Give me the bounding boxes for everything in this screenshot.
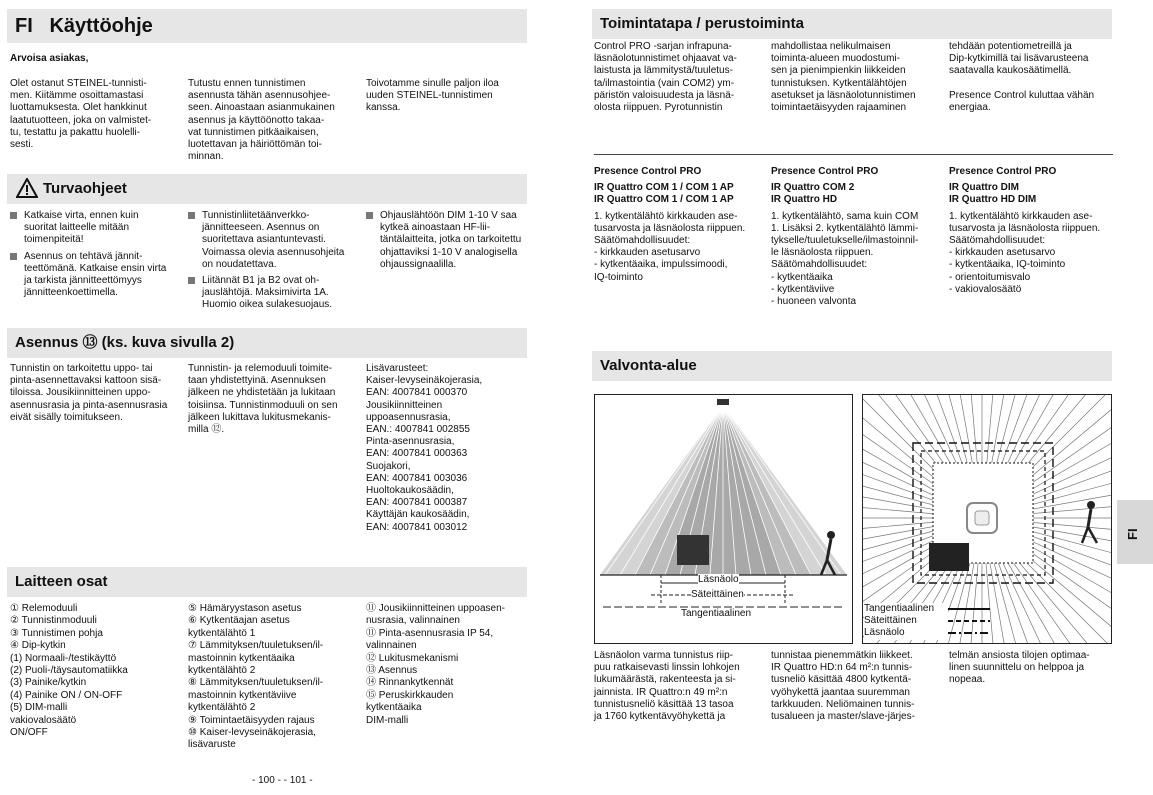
part-item: ⑪ Pinta-asennusrasia IP 54, <box>366 627 494 639</box>
legend-presence: Läsnäolo <box>864 627 905 639</box>
product-2 <box>771 166 943 308</box>
label-tangential: Tangentiaalinen <box>681 608 752 619</box>
part-item: ON/OFF <box>10 727 48 739</box>
part-item: (5) DIM-malli <box>10 702 68 714</box>
install-title: Asennus ⑬ (ks. kuva sivulla 2) <box>15 334 235 351</box>
part-item: kytkentälähtö 2 <box>188 665 256 677</box>
product-brand: Presence Control PRO <box>594 166 702 177</box>
side-tab-label: FI <box>1125 528 1140 540</box>
product-desc: 1. kytkentälähtö kirkkauden ase- tusarvosta ja läsnäolosta riippuen. Säätömahdollisuudet: - kirkkauden asetusarvo - kytkentäaika, impulssimoodi, IQ-toiminto <box>594 210 746 283</box>
safety-item: Katkaise virta, ennen kuin suoritat laitteelle mitään toimenpiteitä! <box>10 210 170 247</box>
safety-list-1 <box>10 210 170 303</box>
intro-col-3: Toivotamme sinulle paljon iloa uuden STEINEL-tunnistimen kanssa. <box>366 78 499 114</box>
page-numbers: - 100 - - 101 - <box>252 775 313 786</box>
part-item: ⑭ Rinnankytkennät <box>366 677 454 689</box>
legend-radial: Säteittäinen <box>864 615 917 627</box>
product-model: IR Quattro COM 2 IR Quattro HD <box>771 182 855 206</box>
legend-tangential: Tangentiaalinen <box>864 603 935 614</box>
warning-icon <box>16 178 38 198</box>
intro-col-2: Tutustu ennen tunnistimen asennusta tähän asennusohjee- seen. Ainoastaan asianmukainen asennus ja käyttöönotto takaa- vat tunnistimen pitkäaikaisen, luotettavan ja häiriöttömän toi- minnan. <box>188 78 335 163</box>
monitor-col-3: telmän ansiosta tilojen optimaa- linen suunnittelu on helppoa ja nopeaa. <box>949 650 1090 686</box>
part-item: ⑧ Lämmityksen/tuuletuksen/il- <box>188 677 324 689</box>
part-item: kytkentäaika <box>366 702 422 714</box>
install-col-2: Tunnistin- ja relemoduuli toimite- taan yhdistettyinä. Asennuksen jälkeen ne yhdistetään ja lukitaan toisiinsa. Tunnistinmoduuli on sen jälkeen lukittava lukitusmekanis- milla ⑫. <box>188 363 338 436</box>
parts-title: Laitteen osat <box>15 573 108 590</box>
parts-section-header <box>7 567 527 597</box>
install-section-header <box>7 328 527 358</box>
product-desc: 1. kytkentälähtö, sama kuin COM 1. Lisäksi 2. kytkentälähtö lämmi- tykselle/tuuletukselle/ilmastoinnil- le läsnäolosta riippuen. Säätömahdollisuudet: - kytkentäaika - kytkentäviive - huoneen valvonta <box>771 210 919 308</box>
language-code: FI <box>15 15 33 37</box>
detection-cone-graphic <box>595 395 852 643</box>
part-item: vakiovalosäätö <box>10 714 77 726</box>
monitor-col-1: Läsnäolon varma tunnistus riip- puu ratkaisevasti linssin lohkojen lukumäärästä, rakenteesta ja si- jainnista. IR Quattro:n 49 m²:n tunnistusneliö käsittää 13 tasoa ja 1760 kytkentävyöhykettä ja <box>594 650 740 723</box>
safety-title: Turvaohjeet <box>43 180 127 197</box>
part-item: DIM-malli <box>366 714 409 726</box>
product-model: IR Quattro COM 1 / COM 1 AP IR Quattro COM 1 / COM 1 AP <box>594 182 734 206</box>
monitor-title: Valvonta-alue <box>600 357 697 374</box>
install-col-3: Lisävarusteet: Kaiser-levyseinäkojerasia, EAN: 4007841 000370 Jousikiinnitteinen uppoasennusrasia, EAN.: 4007841 002855 Pinta-asennusrasia, EAN: 4007841 000363 Suojakori, EAN: 4007841 003036 Huoltokaukosäädin, EAN: 4007841 000387 Käyttäjän kaukosäädin, EAN: 4007841 003012 <box>366 363 483 533</box>
monitor-section-header <box>592 351 1112 381</box>
part-item: ⑦ Lämmityksen/tuuletuksen/il- <box>188 640 324 652</box>
intro-col-1: Olet ostanut STEINEL-tunnisti- men. Kiitämme osoittamastasi luottamuksesta. Olet hankkinut laatutuotteen, joka on valmistet- tu, testattu ja pakattu huolelli- sesti. <box>10 78 152 151</box>
parts-list-1 <box>10 603 185 739</box>
monitor-col-2: tunnistaa pienemmätkin liikkeet. IR Quattro HD:n 64 m²:n tunnis- tusneliö käsittää 4800 kytkentä- vyöhykettä jaantaa suuremman tarkkuuden. Neliömainen tunnis- tusalueen ja master/slave-järjes- <box>771 650 915 723</box>
part-item: (4) Painike ON / ON-OFF <box>10 689 123 701</box>
product-3 <box>949 166 1114 296</box>
part-item: ⑤ Hämäryystason asetus <box>188 603 302 614</box>
manual-title-bar <box>7 9 527 43</box>
part-item: ⑨ Toimintaetäisyyden rajaus <box>188 714 315 726</box>
label-radial: Säteittäinen <box>691 589 744 600</box>
manual-title: Käyttöohje <box>49 15 153 37</box>
part-item: ① Relemoduuli <box>10 603 78 614</box>
product-brand: Presence Control PRO <box>949 166 1057 177</box>
function-col-2: mahdollistaa nelikulmaisen toiminta-alueen muodostumi- sen ja pienimpienkin liikkeiden tunnistuksen. Kytkentälähtöjen asetukset ja läsnäolotunnistimen toimintaetäisyyden rajaaminen <box>771 41 916 114</box>
function-title: Toimintatapa / perustoiminta <box>600 15 804 32</box>
part-item: ⑩ Kaiser-levyseinäkojerasia, <box>188 727 316 739</box>
divider-line <box>594 154 1113 155</box>
part-item: valinnainen <box>366 640 417 652</box>
function-section-header <box>592 9 1112 39</box>
parts-list-2 <box>188 603 363 752</box>
product-desc: 1. kytkentälähtö kirkkauden ase- tusarvosta ja läsnäolosta riippuen. Säätömahdollisuudet: - kirkkauden asetusarvo - kytkentäaika, IQ-toiminto - orientoitumisvalo - vakiovalosäätö <box>949 210 1101 295</box>
safety-list-2 <box>188 210 353 316</box>
part-item: (2) Puoli-/täysautomatiikka <box>10 665 128 677</box>
part-item: lisävaruste <box>188 739 236 751</box>
part-item: ② Tunnistinmoduuli <box>10 615 97 627</box>
language-side-tab <box>1117 500 1153 564</box>
diagram-legend <box>864 603 948 640</box>
part-item: ⑪ Jousikiinnitteinen uppoasen- <box>366 603 505 614</box>
safety-item: Tunnistinliitetäänverkkojännitteeseen. Asennus on suoritettava asiantuntevasti. Voimassa olevia asennusohjeita on noudatettava. <box>188 210 353 271</box>
part-item: nusrasia, valinnainen <box>366 615 460 627</box>
safety-item: Liitännät B1 ja B2 ovat ohjauslähtöjä. Maksimivirta 1A. Huomio oikea sulakesuojaus. <box>188 275 353 312</box>
product-1 <box>594 166 766 284</box>
function-col-3: tehdään potentiometreillä ja Dip-kytkimillä tai lisävarusteena saatavalla kaukosäätimellä. Presence Control kuluttaa vähän energiaa. <box>949 41 1095 114</box>
safety-item: Ohjauslähtöön DIM 1-10 V saa kytkeä ainoastaan HF-liitäntälaitteita, jotka on tarkoitettu ohjattaviksi 1-10 V analogisella ohjaussignaalilla. <box>366 210 526 271</box>
part-item: kytkentälähtö 2 <box>188 702 256 714</box>
part-item: ⑬ Asennus <box>366 665 418 677</box>
side-view-diagram <box>594 394 853 644</box>
parts-list-3 <box>366 603 536 727</box>
part-item: (3) Painike/kytkin <box>10 677 87 689</box>
safety-list-3 <box>366 210 526 275</box>
part-item: ④ Dip-kytkin <box>10 640 66 652</box>
label-presence: Läsnäolo <box>698 574 739 585</box>
part-item: ③ Tunnistimen pohja <box>10 627 103 639</box>
legend-lines <box>948 603 992 643</box>
product-model: IR Quattro DIM IR Quattro HD DIM <box>949 182 1037 206</box>
part-item: ⑥ Kytkentäajan asetus <box>188 615 290 627</box>
part-item: ⑮ Peruskirkkauden <box>366 689 454 701</box>
product-brand: Presence Control PRO <box>771 166 879 177</box>
part-item: ⑫ Lukitusmekanismi <box>366 652 459 664</box>
part-item: mastoinnin kytkentäaika <box>188 652 295 664</box>
part-item: kytkentälähtö 1 <box>188 627 256 639</box>
function-col-1: Control PRO -sarjan infrapuna- läsnäolotunnistimet ohjaavat va- laistusta ja lämmitystä/tuuletus- ta/ilmastointia (vain COM2) ym- päristön valoisuudesta ja läsnä- olosta riippuen. Pyrotunnistin <box>594 41 737 114</box>
install-col-1: Tunnistin on tarkoitettu uppo- tai pinta-asennettavaksi kattoon sisä- tiloissa. Jousikiinnitteinen uppo- asennusrasia ja pinta-asennusrasia eivät sisälly toimitukseen. <box>10 363 168 423</box>
safety-section-header <box>7 174 527 204</box>
part-item: (1) Normaali-/testikäyttö <box>10 652 117 664</box>
part-item: mastoinnin kytkentäviive <box>188 689 297 701</box>
safety-item: Asennus on tehtävä jännitteettömänä. Katkaise ensin virta ja tarkista jännitteettömyys jännitteenkoettimella. <box>10 251 170 300</box>
greeting: Arvoisa asiakas, <box>10 53 89 64</box>
